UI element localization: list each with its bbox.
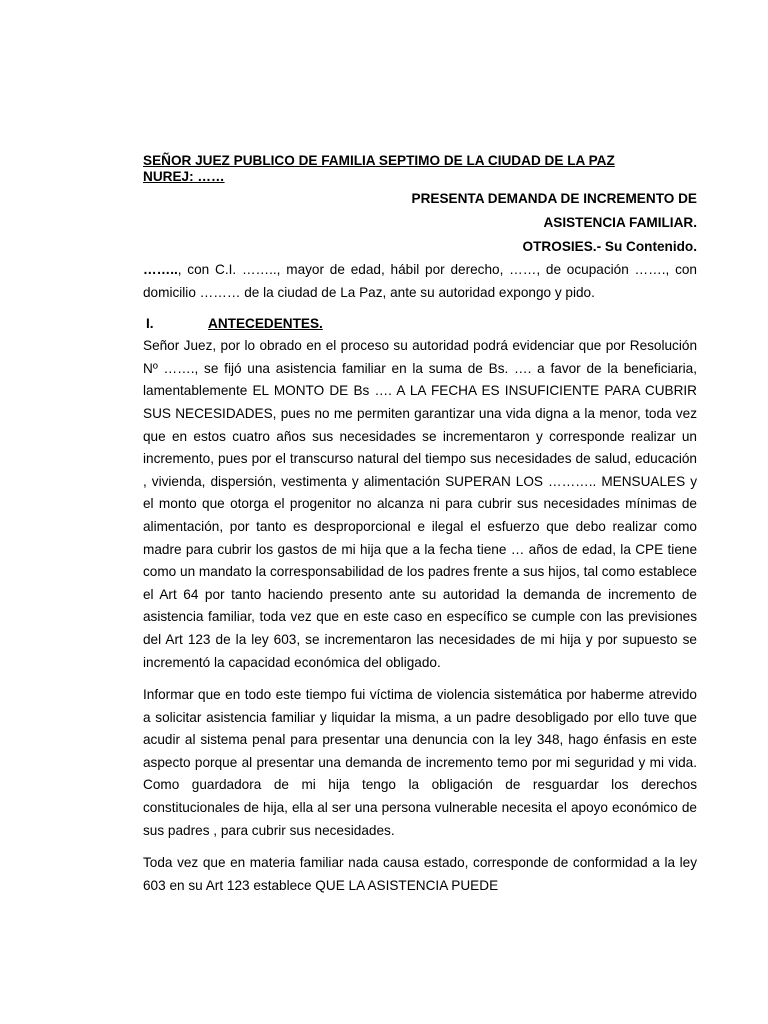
addressee-line: SEÑOR JUEZ PUBLICO DE FAMILIA SEPTIMO DE LA CIUDAD DE LA PAZ <box>143 153 615 168</box>
intro-text: , con C.I. …….., mayor de edad, hábil por derecho, ……, de ocupación ……., con domicilio ……… de la ciudad de La Paz, ante su autoridad expongo y pido. <box>143 262 697 300</box>
section-heading <box>143 313 697 335</box>
body-paragraph: Toda vez que en materia familiar nada causa estado, corresponde de conformidad a la ley 603 en su Art 123 establece QUE LA ASISTENCIA PUEDE <box>143 855 697 893</box>
case-number-line: NUREJ: …… <box>143 169 225 184</box>
document-body <box>143 153 697 897</box>
document-title-line2: ASISTENCIA FAMILIAR. <box>543 215 697 230</box>
intro-paragraph <box>143 259 697 304</box>
section-title: ANTECEDENTES. <box>208 316 323 332</box>
document-subtitle: OTROSIES.- Su Contenido. <box>522 239 697 254</box>
intro-name-placeholder: …….. <box>143 262 178 277</box>
document-title-line1: PRESENTA DEMANDA DE INCREMENTO DE <box>411 191 697 206</box>
body-paragraph: Señor Juez, por lo obrado en el proceso su autoridad podrá evidenciar que por Resolución Nº ……., se fijó una asistencia familiar en la suma de Bs. …. a favor de la beneficiaria, lamentablemente EL MONTO DE Bs …. A LA FECHA ES INSUFICIENTE PARA CUBRIR SUS NECESIDADES, pues no me permiten garantizar una vida digna a la menor, toda vez que en estos cuatro años sus necesidades se incrementaron y corresponde realizar un incremento, pues por el transcurso natural del tiempo sus necesidades de salud, educación , vivienda, dispersión, vestimenta y alimentación SUPERAN LOS ……….. MENSUALES y el monto que otorga el progenitor no alcanza ni para cubrir sus necesidades mínimas de alimentación, por tanto es desproporcional e ilegal el esfuerzo que debo realizar como madre para cubrir los gastos de mi hija que a la fecha tiene … años de edad, la CPE tiene como un mandato la corresponsabilidad de los padres frente a sus hijos, tal como establece el Art 64 por tanto haciendo presento ante su autoridad la demanda de incremento de asistencia familiar, toda vez que en este caso en específico se cumple con las previsiones del Art 123 de la ley 603, se incrementaron las necesidades de mi hija y por supuesto se incrementó la capacidad económica del obligado. <box>143 338 697 670</box>
body-paragraph: Informar que en todo este tiempo fui víctima de violencia sistemática por haberme atrevido a solicitar asistencia familiar y liquidar la misma, a un padre desobligado por ello tuve que acudir al sistema penal para presentar una denuncia con la ley 348, hago énfasis en este aspecto porque al presentar una demanda de incremento temo por mi seguridad y mi vida. Como guardadora de mi hija tengo la obligación de resguardar los derechos constitucionales de hija, ella al ser una persona vulnerable necesita el apoyo económico de sus padres , para cubrir sus necesidades. <box>143 687 697 838</box>
section-number: I. <box>146 316 154 332</box>
